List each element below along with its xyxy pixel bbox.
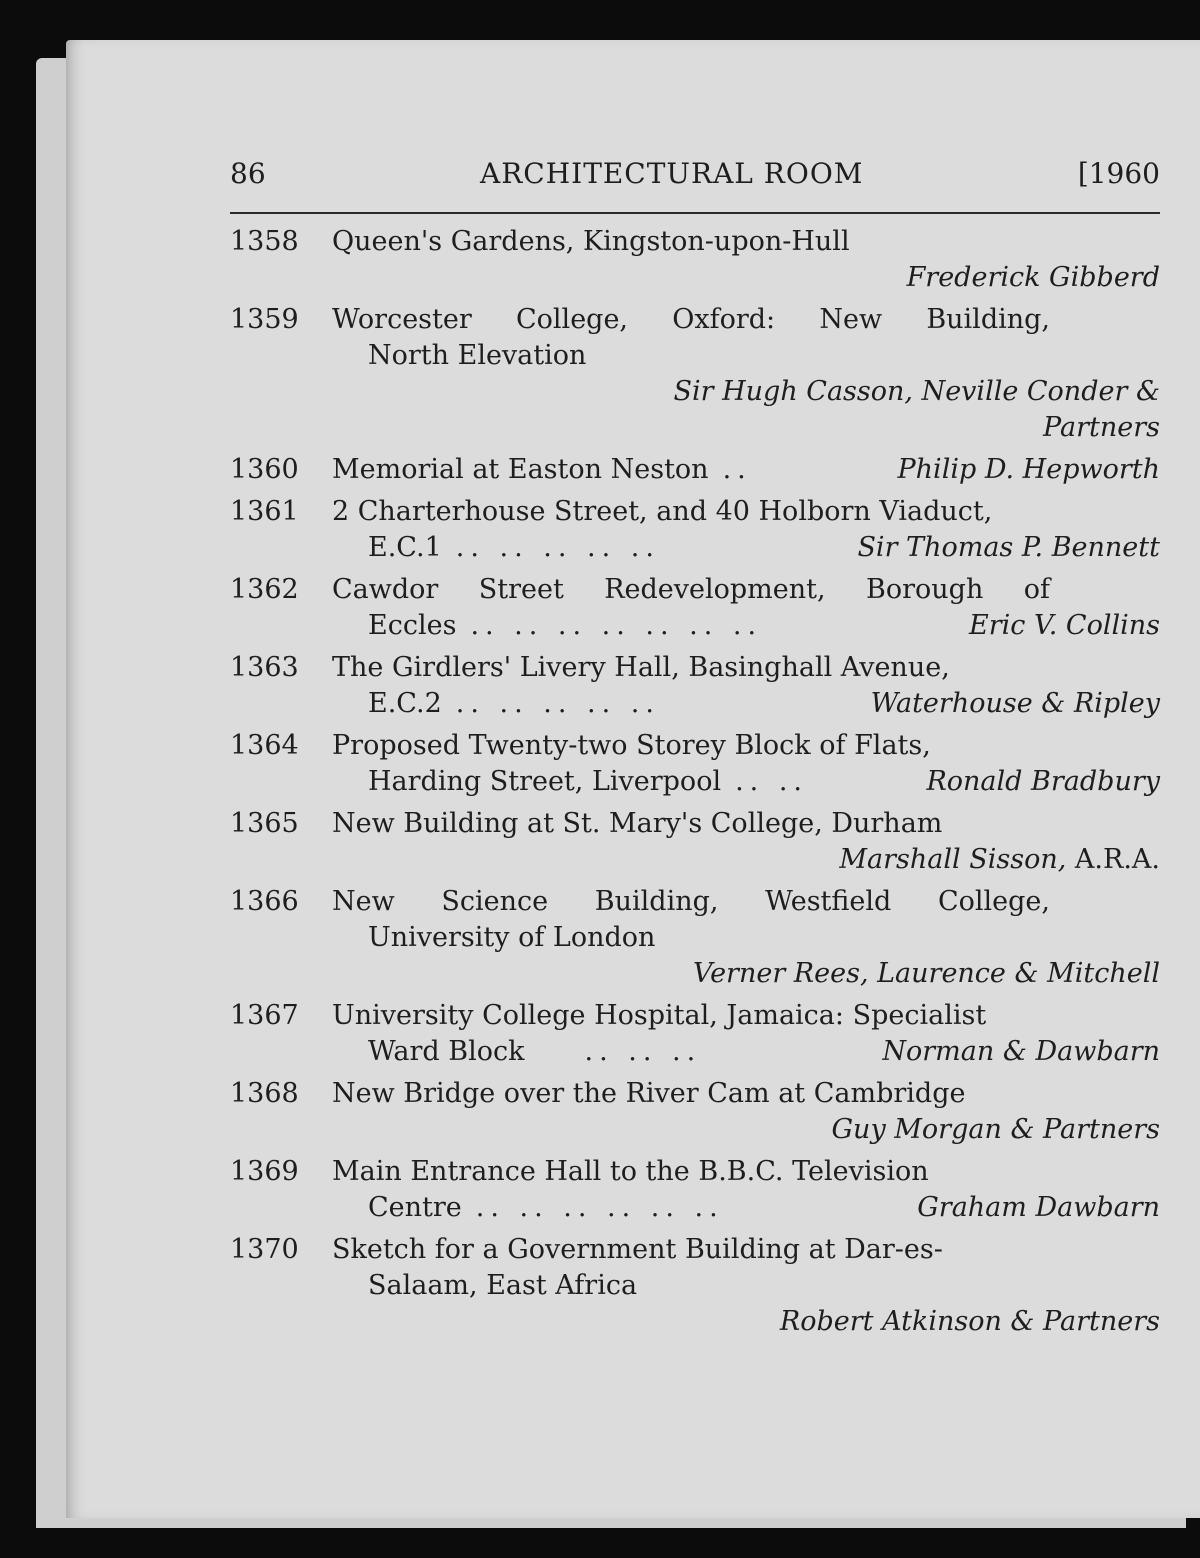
entry-title: Queen's Gardens, Kingston-upon-Hull bbox=[332, 226, 850, 257]
entry-title-continued: North Elevation bbox=[368, 340, 587, 371]
entry-architect: Sir Hugh Casson, Neville Conder & bbox=[673, 376, 1160, 407]
entry-architect: Norman & Dawbarn bbox=[882, 1036, 1160, 1067]
page-number: 86 bbox=[230, 157, 266, 190]
dot-leaders: .. bbox=[722, 454, 752, 485]
entry-number: 1359 bbox=[230, 304, 299, 335]
catalogue-entry bbox=[230, 302, 1160, 446]
catalogue-entry bbox=[230, 806, 1160, 878]
entry-architect: Verner Rees, Laurence & Mitchell bbox=[693, 958, 1160, 989]
entry-architect: Marshall Sisson, bbox=[839, 844, 1067, 875]
entry-title: New Bridge over the River Cam at Cambridge bbox=[332, 1078, 966, 1109]
entry-title: Main Entrance Hall to the B.B.C. Television bbox=[332, 1156, 929, 1187]
entry-number: 1361 bbox=[230, 496, 299, 527]
entry-number: 1358 bbox=[230, 226, 299, 257]
entry-architect-line bbox=[230, 842, 1160, 878]
dot-leaders: .. .. .. .. .. bbox=[455, 532, 660, 563]
entry-title: New Building at St. Mary's College, Durham bbox=[332, 808, 943, 839]
catalogue-entry bbox=[230, 998, 1160, 1070]
architect-honours: A.R.A. bbox=[1074, 844, 1160, 875]
catalogue-entry bbox=[230, 1076, 1160, 1148]
catalogue-entry bbox=[230, 1154, 1160, 1226]
entry-number: 1367 bbox=[230, 1000, 299, 1031]
entry-title: 2 Charterhouse Street, and 40 Holborn Viaduct, bbox=[332, 496, 993, 527]
entry-title: New Science Building, Westfield College, bbox=[332, 886, 1050, 917]
entry-architect: Frederick Gibberd bbox=[906, 262, 1160, 293]
catalogue-entry bbox=[230, 224, 1160, 296]
entry-title-continued: Harding Street, Liverpool bbox=[368, 766, 722, 797]
catalogue-entry bbox=[230, 728, 1160, 800]
dot-leaders: .. .. .. .. .. bbox=[455, 688, 660, 719]
entry-number: 1363 bbox=[230, 652, 299, 683]
entry-number: 1370 bbox=[230, 1234, 299, 1265]
entry-architect-continued: Partners bbox=[1043, 412, 1160, 443]
entry-architect: Robert Atkinson & Partners bbox=[779, 1306, 1160, 1337]
catalogue-entry bbox=[230, 884, 1160, 992]
catalogue-entry bbox=[230, 494, 1160, 566]
dot-leaders: .. .. bbox=[735, 766, 809, 797]
entry-title-continued: Centre bbox=[368, 1192, 462, 1223]
entry-title-continued: University of London bbox=[368, 922, 656, 953]
entry-title: Worcester College, Oxford: New Building, bbox=[332, 304, 1050, 335]
entry-architect: Philip D. Hepworth bbox=[897, 454, 1160, 485]
catalogue-entry bbox=[230, 650, 1160, 722]
entry-title: Sketch for a Government Building at Dar-es- bbox=[332, 1234, 943, 1265]
entry-architect: Sir Thomas P. Bennett bbox=[857, 532, 1160, 563]
entry-title-continued: Eccles bbox=[368, 610, 457, 641]
entry-title-continued: Ward Block bbox=[368, 1036, 525, 1067]
page-text bbox=[230, 150, 1160, 1340]
entry-title: University College Hospital, Jamaica: Specialist bbox=[332, 1000, 987, 1031]
catalogue-entry bbox=[230, 1232, 1160, 1340]
entry-number: 1362 bbox=[230, 574, 299, 605]
entry-title-continued: Salaam, East Africa bbox=[368, 1270, 638, 1301]
entry-number: 1360 bbox=[230, 454, 299, 485]
entry-number: 1369 bbox=[230, 1156, 299, 1187]
dot-leaders: .. .. .. .. .. .. bbox=[475, 1192, 724, 1223]
entry-architect: Eric V. Collins bbox=[969, 610, 1160, 641]
entry-title-continued: E.C.1 bbox=[368, 532, 442, 563]
entry-architect: Ronald Bradbury bbox=[926, 766, 1160, 797]
entry-number: 1366 bbox=[230, 886, 299, 917]
entry-title-continued: E.C.2 bbox=[368, 688, 442, 719]
section-title: ARCHITECTURAL ROOM bbox=[479, 157, 864, 190]
catalogue-entry bbox=[230, 572, 1160, 644]
entry-number: 1368 bbox=[230, 1078, 299, 1109]
catalogue-entry bbox=[230, 452, 1160, 488]
entry-architect: Waterhouse & Ripley bbox=[870, 688, 1160, 719]
entry-number: 1364 bbox=[230, 730, 299, 761]
header-rule bbox=[230, 212, 1160, 214]
entry-title: Memorial at Easton Neston bbox=[332, 454, 709, 485]
running-head bbox=[230, 150, 1160, 198]
entry-title: Proposed Twenty-two Storey Block of Flats, bbox=[332, 730, 931, 761]
entry-title: The Girdlers' Livery Hall, Basinghall Avenue, bbox=[332, 652, 950, 683]
entry-architect: Guy Morgan & Partners bbox=[831, 1114, 1160, 1145]
dot-leaders: .. .. .. bbox=[584, 1036, 702, 1067]
entry-architect: Graham Dawbarn bbox=[917, 1192, 1160, 1223]
year-label: [1960 bbox=[1077, 157, 1160, 190]
entry-number: 1365 bbox=[230, 808, 299, 839]
dot-leaders: .. .. .. .. .. .. .. bbox=[470, 610, 763, 641]
entry-title: Cawdor Street Redevelopment, Borough of bbox=[332, 574, 1050, 605]
